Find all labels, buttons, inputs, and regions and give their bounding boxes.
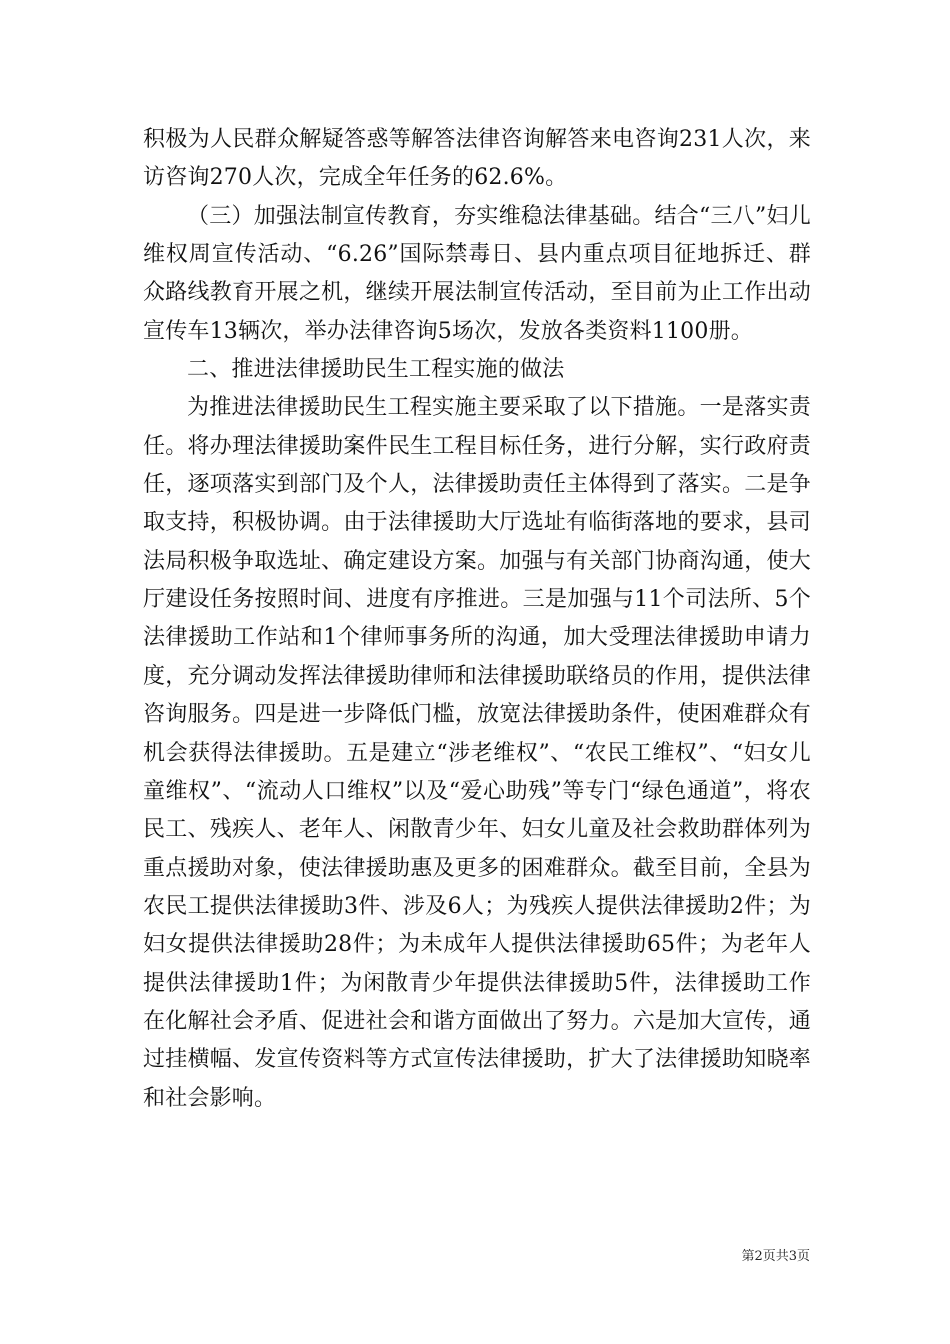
paragraph-measures: 为推进法律援助民生工程实施主要采取了以下措施。一是落实责任。将办理法律援助案件民生工程目标任务，进行分解，实行政府责任，逐项落实到部门及个人，法律援助责任主体得到了落实。二是争取支持，积极协调。由于法律援助大厅选址有临街落地的要求，县司法局积极争取选址、确定建设方案。加强与有关部门协商沟通，使大厅建设任务按照时间、进度有序推进。三是加强与11个司法所、5个法律援助工作站和1个律师事务所的沟通，加大受理法律援助申请力度，充分调动发挥法律援助律师和法律援助联络员的作用，提供法律咨询服务。四是进一步降低门槛，放宽法律援助条件，使困难群众有机会获得法律援助。五是建立“涉老维权”、“农民工维权”、“妇女儿童维权”、“流动人口维权”以及“爱心助残”等专门“绿色通道”，将农民工、残疾人、老年人、闲散青少年、妇女儿童及社会救助群体列为重点援助对象，使法律援助惠及更多的困难群众。截至目前，全县为农民工提供法律援助3件、涉及6人；为残疾人提供法律援助2件；为妇女提供法律援助28件；为未成年人提供法律援助65件；为老年人提供法律援助1件；为闲散青少年提供法律援助5件，法律援助工作在化解社会矛盾、促进社会和谐方面做出了努力。六是加大宣传，通过挂横幅、发宣传资料等方式宣传法律援助，扩大了法律援助知晓率和社会影响。 <box>143 395 811 1111</box>
paragraph-continuation: 积极为人民群众解疑答惑等解答法律咨询解答来电咨询231人次，来访咨询270人次，完成全年任务的62.6%。 <box>143 127 811 191</box>
document-body <box>143 121 811 1118</box>
paragraph-section-three: （三）加强法制宣传教育，夯实维稳法律基础。结合“三八”妇儿维权周宣传活动、“6.26”国际禁毒日、县内重点项目征地拆迁、群众路线教育开展之机，继续开展法制宣传活动，至目前为止工作出动宣传车13辆次，举办法律咨询5场次，发放各类资料1100册。 <box>143 203 811 344</box>
section-heading: 二、推进法律援助民生工程实施的做法 <box>187 357 565 383</box>
page-number: 第2页共3页 <box>741 1249 810 1264</box>
